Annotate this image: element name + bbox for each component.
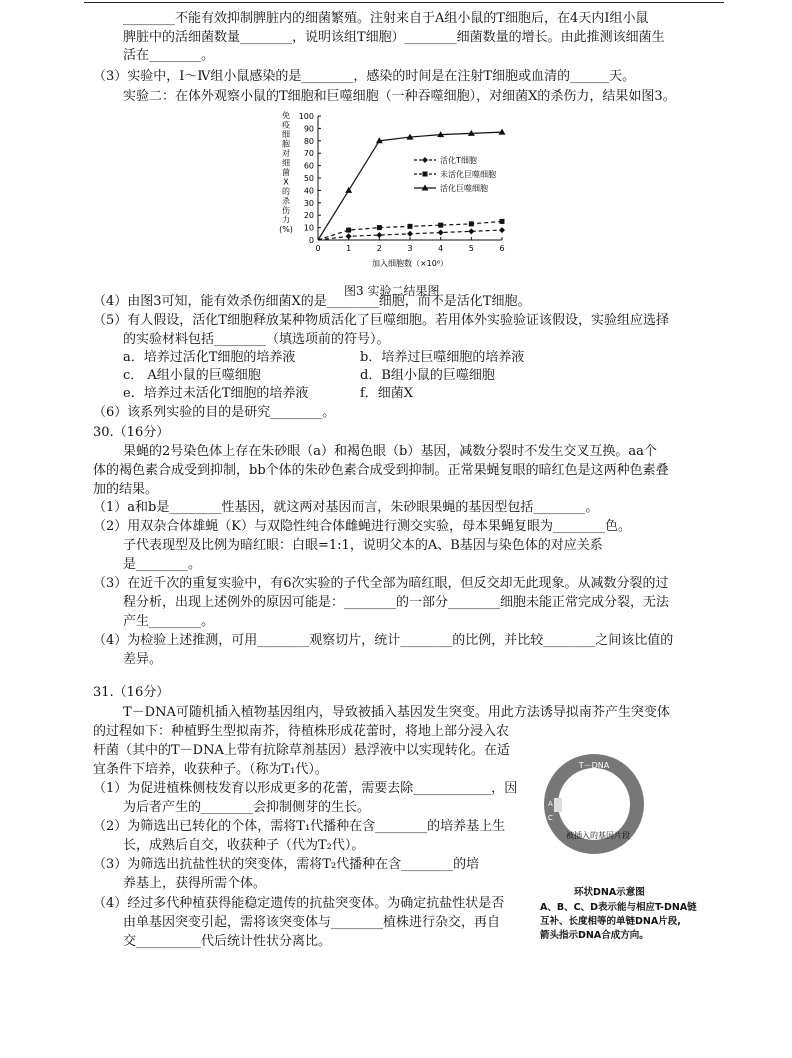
x-tick-label: 5	[468, 244, 474, 253]
series-point-1	[499, 227, 505, 233]
text-line: 加的结果。	[93, 482, 159, 497]
x-tick-label: 3	[407, 244, 413, 253]
text-line: 脾脏中的活细菌数量________，说明该组T细胞）________细菌数量的增长。由此推测该细菌生	[123, 30, 665, 45]
x-tick-label: 6	[499, 244, 505, 253]
series-point-1	[407, 231, 413, 237]
text-line: 长，成熟后自交，收获种子（代为T₂代）。	[123, 838, 365, 853]
y-axis-label-char: X	[283, 177, 289, 187]
text-line: c． A组小鼠的巨噬细胞	[123, 368, 261, 383]
text-line: b．培养过巨噬细胞的培养液	[360, 350, 525, 365]
series-point-1	[468, 228, 474, 234]
text-line: （4）为检验上述推测，可用________观察切片，统计________的比例，并比较________之间该比值的	[93, 633, 674, 648]
tdna-label: T－DNA	[578, 761, 610, 770]
y-tick-label: 90	[303, 124, 314, 134]
series-point-2	[377, 225, 382, 230]
x-tick-label: 2	[376, 244, 382, 253]
series-point-1	[346, 233, 352, 239]
label-a: A	[548, 800, 553, 808]
y-axis-label-char: (%)	[279, 225, 293, 234]
text-line: ________不能有效抑制脾脏内的细菌繁殖。注射来自于A组小鼠的T细胞后，在4天内Ⅰ组小鼠	[123, 11, 649, 26]
ring-caption-line3: 箭头指示DNA合成方向。	[540, 930, 649, 941]
text-line: （3）在近千次的重复实验中，有6次实验的子代全部为暗红眼，但反交却无此现象。从减数分裂的过	[93, 576, 669, 591]
text-line: （4）由图3可知，能有效杀伤细菌X的是________细胞，而不是活化T细胞。	[93, 294, 531, 309]
text-line: 养基上，获得所需个体。	[123, 876, 267, 891]
y-axis-label-char: 对	[282, 149, 290, 158]
text-line: 30.（16分）	[93, 425, 170, 440]
legend-label-3: 活化巨噬细胞	[440, 184, 488, 193]
text-line: （3）为筛选出抗盐性状的突变体，需将T₂代播种在含________的培	[93, 857, 480, 872]
y-tick-label: 0	[308, 236, 314, 245]
y-axis-label-char: 疫	[282, 120, 290, 130]
label-d: D	[564, 814, 570, 822]
text-line: 果蝇的2号染色体上存在朱砂眼（a）和褐色眼（b）基因，减数分裂时不发生交叉互换。aa个	[123, 444, 657, 459]
y-tick-label: 30	[303, 198, 314, 208]
y-axis-label-char: 免	[282, 111, 290, 120]
y-axis-label-char: 细	[282, 158, 290, 168]
text-line: 程分析，出现上述例外的原因可能是：________的一部分________细胞未能正常完成分裂，无法	[123, 595, 670, 610]
ring-caption-title: 环状DNA示意图	[574, 887, 645, 898]
text-line: 产生________。	[123, 614, 215, 629]
text-line: f．细菌X	[360, 386, 414, 401]
label-b: B	[564, 800, 569, 808]
legend-marker-1	[422, 157, 428, 163]
y-tick-label: 40	[303, 186, 314, 196]
y-tick-label: 20	[303, 211, 314, 221]
label-c: C	[548, 814, 553, 822]
y-tick-label: 100	[298, 112, 314, 121]
text-line: （1）为促进植株侧枝发育以形成更多的花蕾，需要去除____________，因	[93, 781, 518, 796]
text-line: （6）该系列实验的目的是研究________。	[93, 405, 336, 420]
text-line: d．B组小鼠的巨噬细胞	[360, 368, 495, 383]
series-point-2	[500, 219, 505, 224]
text-line: （3）实验中，Ⅰ～Ⅳ组小鼠感染的是________，感染的时间是在注射T细胞或血清的______天。	[93, 69, 636, 84]
series-point-3	[345, 187, 352, 193]
text-line: 的过程如下：种植野生型拟南芥，待植株形成花蕾时，将地上部分浸入农	[93, 724, 510, 739]
text-line: 杆菌（其中的T－DNA上带有抗除草剂基因）悬浮液中以实现转化。在适	[93, 743, 510, 758]
series-point-2	[408, 224, 413, 229]
text-line: 的实验材料包括________（填选项前的符号）。	[123, 332, 390, 347]
ring-caption-line2: 互补、长度相等的单链DNA片段,	[540, 916, 681, 927]
x-tick-label: 1	[346, 244, 352, 253]
insert-segment	[554, 798, 562, 812]
text-line: 活在________。	[123, 48, 215, 63]
x-tick-label: 4	[438, 244, 444, 253]
series-point-2	[438, 223, 443, 228]
figure-3-line-chart	[272, 108, 522, 278]
x-tick-label: 0	[315, 244, 321, 253]
circular-dna-diagram	[540, 728, 648, 888]
legend-marker-2	[423, 172, 428, 177]
text-line: T－DNA可随机插入植物基因组内，导致被插入基因发生突变。用此方法诱导拟南芥产生突变体	[123, 705, 670, 720]
text-line: 交__________代后统计性状分离比。	[123, 934, 332, 949]
text-line: 实验二：在体外观察小鼠的T细胞和巨噬细胞（一种吞噬细胞），对细菌X的杀伤力，结果如图3。	[123, 89, 676, 104]
legend-label-2: 未活化巨噬细胞	[440, 170, 496, 179]
text-line: （2）为筛选出已转化的个体，需将T₁代播种在含________的培养基上生	[93, 819, 506, 834]
text-line: a．培养过活化T细胞的培养液	[123, 350, 296, 365]
top-rule	[84, 2, 724, 3]
insert-label: 被插入的基因片段	[566, 831, 630, 840]
series-point-2	[469, 221, 474, 226]
text-line: 体的褐色素合成受到抑制，bb个体的朱砂色素合成受到抑制。正常果蝇复眼的暗红色是这两种色素叠	[93, 463, 669, 478]
y-axis-label-char: 菌	[282, 168, 290, 177]
text-line: 为后者产生的________会抑制侧芽的生长。	[123, 800, 371, 815]
y-tick-label: 60	[303, 161, 314, 171]
text-line: 宜条件下培养，收获种子。（称为T₁代）。	[93, 762, 328, 777]
x-axis-label: 加入细胞数（×10⁶）	[371, 259, 449, 268]
text-line: 由单基因突变引起，需将该突变体与________植株进行杂交，再自	[123, 915, 501, 930]
y-axis-label-char: 力	[282, 215, 290, 225]
series-point-1	[376, 232, 382, 238]
y-axis-label-char: 细	[282, 130, 290, 139]
legend-label-1: 活化T细胞	[440, 156, 477, 165]
text-line: 31.（16分）	[93, 685, 170, 700]
y-tick-label: 50	[303, 174, 314, 183]
series-point-1	[438, 230, 444, 236]
text-line: （5）有人假设，活化T细胞释放某种物质活化了巨噬细胞。若用体外实验验证该假设，实验组应选择	[93, 313, 669, 328]
y-axis-label-char: 伤	[282, 206, 290, 215]
y-tick-label: 80	[303, 136, 314, 146]
y-axis-label-char: 的	[282, 187, 290, 196]
text-line: e．培养过未活化T细胞的培养液	[123, 386, 309, 401]
series-point-2	[346, 228, 351, 233]
y-tick-label: 10	[303, 223, 314, 233]
y-axis-label-char: 胞	[282, 139, 290, 149]
text-line: （1）a和b是________性基因，就这两对基因而言，朱砂眼果蝇的基因型包括________。	[93, 500, 599, 515]
text-line: 是________。	[123, 557, 202, 572]
text-line: 差异。	[123, 652, 163, 667]
text-line: （2）用双杂合体雄蝇（K）与双隐性纯合体雌蝇进行测交实验，母本果蝇复眼为________色。	[93, 519, 631, 534]
chart-caption: 图3 实验二结果图	[344, 284, 440, 298]
ring-caption-line1: A、B、C、D表示能与相应T-DNA链	[540, 902, 697, 913]
y-tick-label: 70	[303, 149, 314, 159]
text-line: （4）经过多代种植获得能稳定遗传的抗盐突变体。为确定抗盐性状是否	[93, 896, 505, 911]
y-axis-label-char: 杀	[282, 196, 290, 206]
text-line: 子代表现型及比例为暗红眼：白眼=1:1，说明父本的A、B基因与染色体的对应关系	[123, 538, 603, 553]
